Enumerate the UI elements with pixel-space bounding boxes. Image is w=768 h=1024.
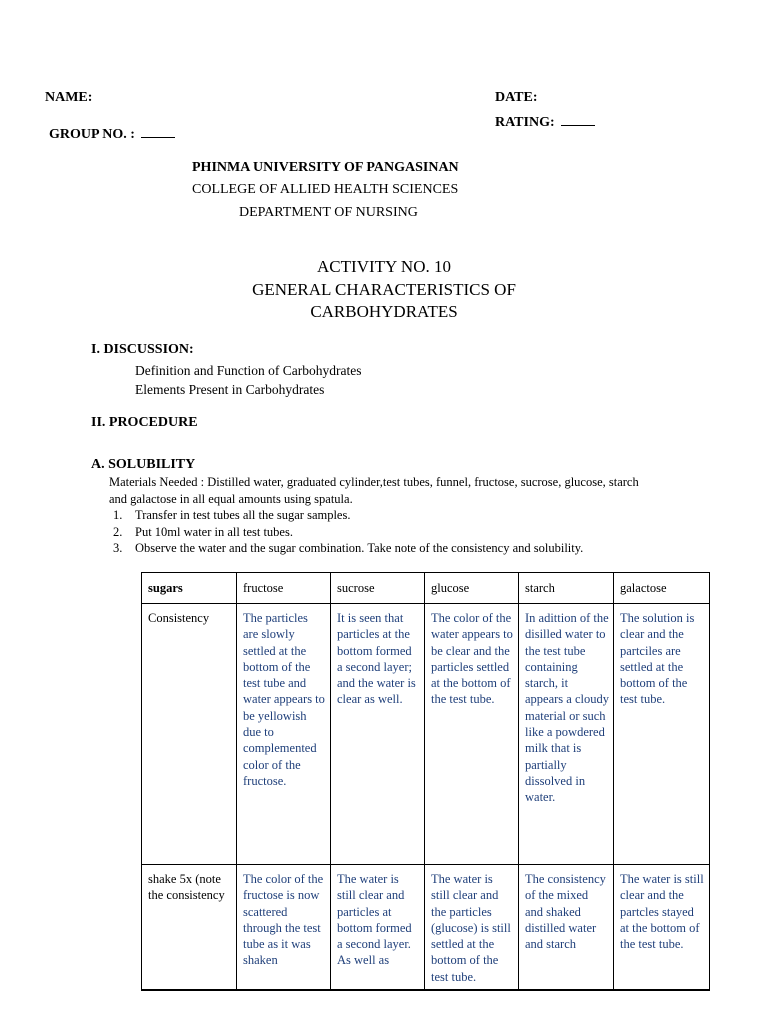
table-cell: In adittion of the disilled water to the test tube containing starch, it appears a cloudy material or such like a powdered milk that is partially dissolved in water. <box>519 604 614 865</box>
table-cell: The consistency of the mixed and shaked distilled water and starch <box>519 865 614 991</box>
table-header: galactose <box>614 573 710 604</box>
row-label: Consistency <box>142 604 237 865</box>
table-cell: The color of the fructose is now scattered through the test tube as it was shaken <box>237 865 331 991</box>
solubility-heading: A. SOLUBILITY <box>91 457 196 472</box>
table-cell: The particles are slowly settled at the bottom of the test tube and water appears to be yellowish due to complemented color of the fructose. <box>237 604 331 865</box>
date-label: DATE: <box>495 90 538 105</box>
table-cell: The solution is clear and the partciles are settled at the bottom of the test tube. <box>614 604 710 865</box>
rating-label: RATING: <box>495 115 555 130</box>
table-cell: The color of the water appears to be clear and the particles settled at the bottom of the test tube. <box>425 604 519 865</box>
discussion-heading: I. DISCUSSION: <box>91 342 194 357</box>
activity-title-line2: CARBOHYDRATES <box>310 302 458 321</box>
table-header: glucose <box>425 573 519 604</box>
rating-blank <box>561 113 595 126</box>
group-label: GROUP NO. : <box>49 127 135 142</box>
materials-line-2: and galactose in all equal amounts using spatula. <box>109 491 353 506</box>
procedure-step: 1. Transfer in test tubes all the sugar samples. <box>113 508 351 522</box>
materials-needed <box>109 474 719 507</box>
table-row <box>142 865 710 991</box>
name-label: NAME: <box>45 90 93 105</box>
procedure-step: 3. Observe the water and the sugar combination. Take note of the consistency and solubility. <box>113 541 584 555</box>
procedure-step: 2. Put 10ml water in all test tubes. <box>113 524 293 539</box>
university-name: PHINMA UNIVERSITY OF PANGASINAN <box>192 160 459 175</box>
table-header: starch <box>519 573 614 604</box>
procedure-steps <box>113 507 733 557</box>
table-header: sugars <box>142 573 237 604</box>
table-header: fructose <box>237 573 331 604</box>
activity-title-line1: GENERAL CHARACTERISTICS OF <box>252 280 516 299</box>
table-cell: The water is still clear and particles at bottom formed a second layer. As well as <box>331 865 425 991</box>
group-blank <box>141 125 175 138</box>
row-label: shake 5x (note the consistency <box>142 865 237 991</box>
procedure-heading: II. PROCEDURE <box>91 415 198 430</box>
department-name: DEPARTMENT OF NURSING <box>239 205 418 220</box>
table-row <box>142 604 710 865</box>
table-cell: The water is still clear and the particles (glucose) is still settled at the bottom of the test tube. <box>425 865 519 991</box>
table-cell: The water is still clear and the partcles stayed at the bottom of the test tube. <box>614 865 710 991</box>
discussion-item: Definition and Function of Carbohydrates <box>135 363 362 378</box>
discussion-item: Elements Present in Carbohydrates <box>135 382 325 397</box>
rating-field <box>495 113 595 131</box>
group-field <box>49 125 175 143</box>
college-name: COLLEGE OF ALLIED HEALTH SCIENCES <box>192 182 459 197</box>
sugar-observation-table <box>141 572 710 991</box>
table-cell: It is seen that particles at the bottom formed a second layer; and the water is clear as well. <box>331 604 425 865</box>
activity-number: ACTIVITY NO. 10 <box>317 257 451 276</box>
table-header-row <box>142 573 710 604</box>
materials-line-1: Materials Needed : Distilled water, graduated cylinder,test tubes, funnel, fructose, sucrose, glucose, starch <box>109 475 639 489</box>
table-header: sucrose <box>331 573 425 604</box>
